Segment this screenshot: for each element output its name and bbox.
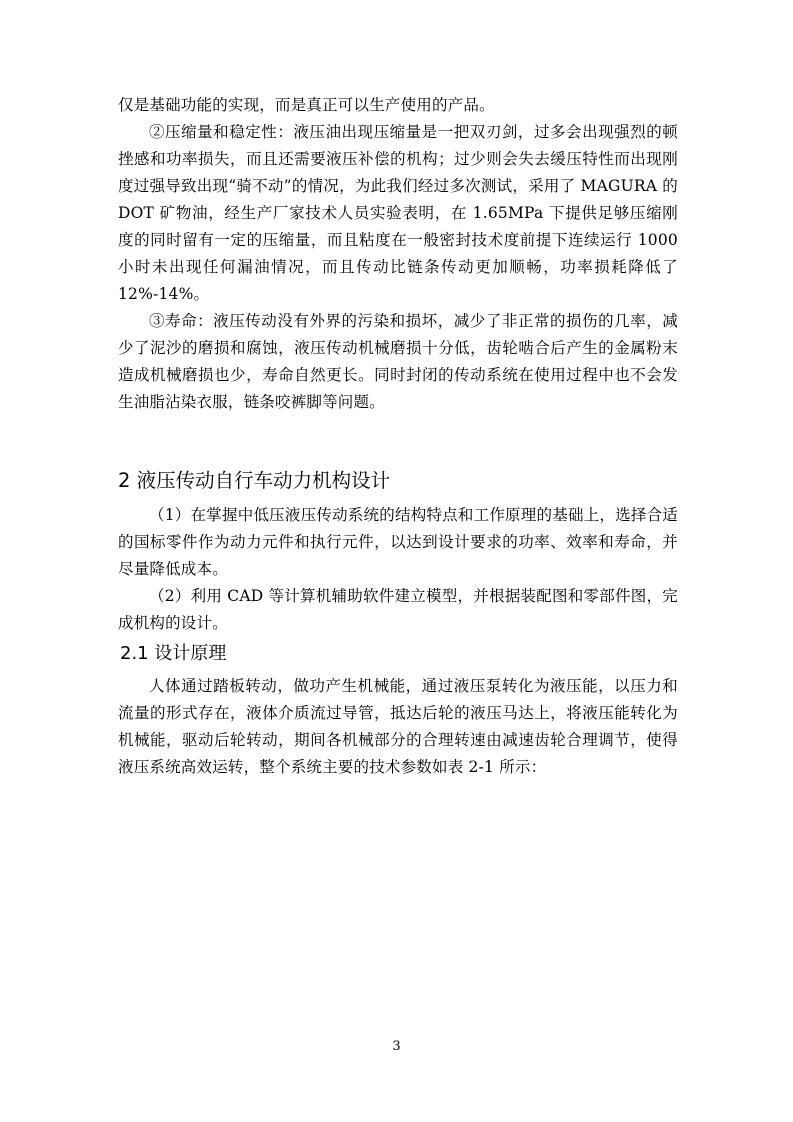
subsection-title: 2.1 设计原理 [120, 643, 227, 664]
paragraph-compression: ②压缩量和稳定性：液压油出现压缩量是一把双刃剑，过多会出现强烈的顿挫感和功率损失，而且还需要液压补偿的机构；过少则会失去缓压特性而出现刚度过强导致出现“骑不动”的情况，为此我们经过多次测试，采用了 MAGURA 的 DOT 矿物油，经生产厂家技术人员实验表明，在 1.65MPa 下提供足够压缩刚度的同时留有一定的压缩量，而且粘度在一般密封技术度前提下连续运行 1000 小时未出现任何漏油情况，而且传动比链条传动更加顺畅，功率损耗降低了 12%-14%。 [118, 123, 678, 303]
section-title: 2 液压传动自行车动力机构设计 [118, 469, 391, 492]
paragraph-design-principle: 人体通过踏板转动，做功产生机械能，通过液压泵转化为液压能，以压力和流量的形式存在，液体介质流过导管，抵达后轮的液压马达上，将液压能转化为机械能，驱动后轮转动，期间各机械部分的合理转速由减速齿轮合理调节，使得液压系统高效运转，整个系统主要的技术参数如表 2-1 所示： [118, 677, 678, 776]
paragraph-continuation: 仅是基础功能的实现，而是真正可以生产使用的产品。 [118, 96, 495, 114]
paragraph-lifespan: ③寿命：液压传动没有外界的污染和损坏，减少了非正常的损伤的几率，减少了泥沙的磨损和腐蚀，液压传动机械磨损十分低，齿轮啮合后产生的金属粉末造成机械磨损也少，寿命自然更长。同时封闭的传动系统在使用过程中也不会发生油脂沾染衣服，链条咬裤脚等问题。 [118, 312, 678, 411]
page-number: 3 [392, 1039, 401, 1054]
paragraph-objective-1: （1）在掌握中低压液压传动系统的结构特点和工作原理的基础上，选择合适的国标零件作为动力元件和执行元件，以达到设计要求的功率、效率和寿命，并尽量降低成本。 [118, 506, 678, 578]
document-page [118, 92, 678, 781]
paragraph-objective-2: （2）利用 CAD 等计算机辅助软件建立模型，并根据装配图和零部件图，完成机构的设计。 [118, 587, 678, 632]
